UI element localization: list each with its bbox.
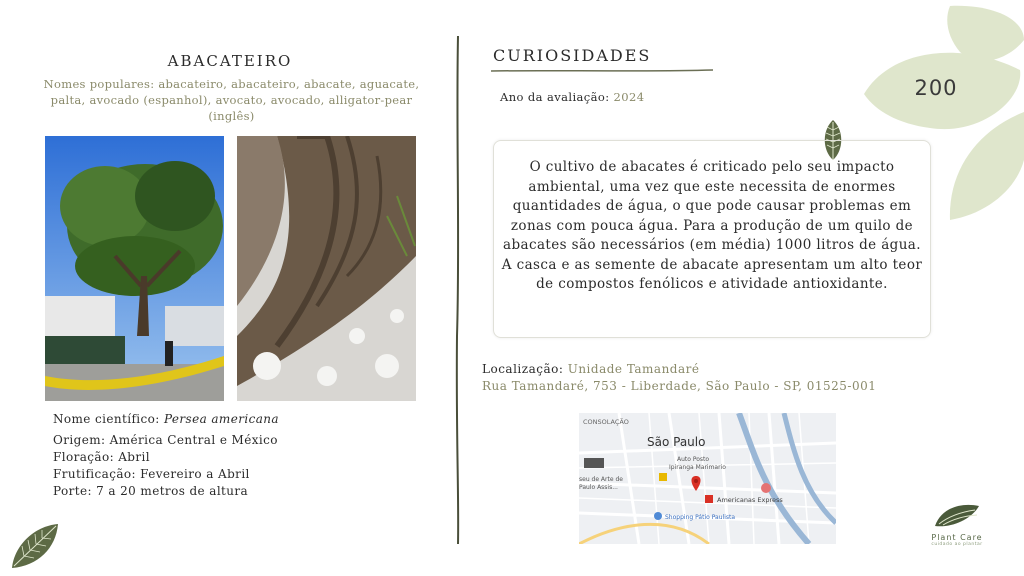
location-map[interactable]	[579, 413, 836, 544]
title-underline	[491, 68, 713, 74]
vertical-divider	[455, 36, 461, 544]
map-city: São Paulo	[647, 435, 706, 449]
map-poi-2: seu de Arte de	[579, 476, 623, 483]
map-district: CONSOLAÇÃO	[583, 418, 629, 426]
decorative-leaf-bottom-left	[10, 522, 60, 570]
scientific-name	[53, 411, 279, 428]
tree-photo	[45, 136, 224, 401]
eval-label: Ano da avaliação:	[500, 90, 610, 104]
fruiting: Frutificação: Fevereiro a Abril	[53, 467, 250, 481]
brand-tagline: cuidado ao plantar	[931, 542, 983, 547]
curiosity-text: O cultivo de abacates é criticado pelo seu impacto ambiental, uma vez que este necessita de enormes quantidades de água, o que pode causar problemas em zonas com pouca água. Para a produção de um quilo de abacates são necessários (em média) 1000 litros de água. A casca e as semente de abacate apresentam um alto teor de compostos fenólicos e atividade antioxidante.	[501, 159, 923, 292]
scientific-label: Nome científico:	[53, 412, 160, 426]
evaluation-year	[500, 90, 644, 104]
location-label: Localização:	[482, 362, 564, 376]
map-poi-4: Shopping Pátio Paulista	[665, 514, 736, 521]
plant-facts	[53, 411, 279, 500]
flowering: Floração: Abril	[53, 450, 150, 464]
map-poi-1b: Ipiranga Marimario	[669, 464, 726, 471]
brand-logo	[922, 500, 992, 560]
page-number: 200	[914, 76, 958, 100]
location-address: Rua Tamandaré, 753 - Liberdade, São Paulo - SP, 01525-001	[482, 379, 877, 393]
location-unit: Unidade Tamandaré	[567, 362, 700, 376]
location	[482, 361, 876, 395]
map-poi-2b: Paulo Assis...	[579, 484, 618, 491]
brand-name: Plant Care	[931, 533, 983, 542]
scientific-value: Persea americana	[163, 412, 279, 426]
plant-care-logo-icon	[931, 500, 983, 530]
plant-name: ABACATEIRO	[167, 52, 293, 70]
origin: Origem: América Central e México	[53, 433, 278, 447]
popular-names: Nomes populares: abacateiro, abacateiro, abacate, aguacate, palta, avocado (espanhol), avocato, avocado, alligator-pear (inglês)	[43, 77, 420, 123]
trunk-photo	[237, 136, 416, 401]
map-poi-1: Auto Posto	[677, 456, 710, 463]
eval-value: 2024	[613, 90, 645, 104]
section-title: CURIOSIDADES	[493, 46, 652, 65]
map-poi-3: Americanas Express	[717, 496, 783, 504]
size: Porte: 7 a 20 metros de altura	[53, 484, 249, 498]
